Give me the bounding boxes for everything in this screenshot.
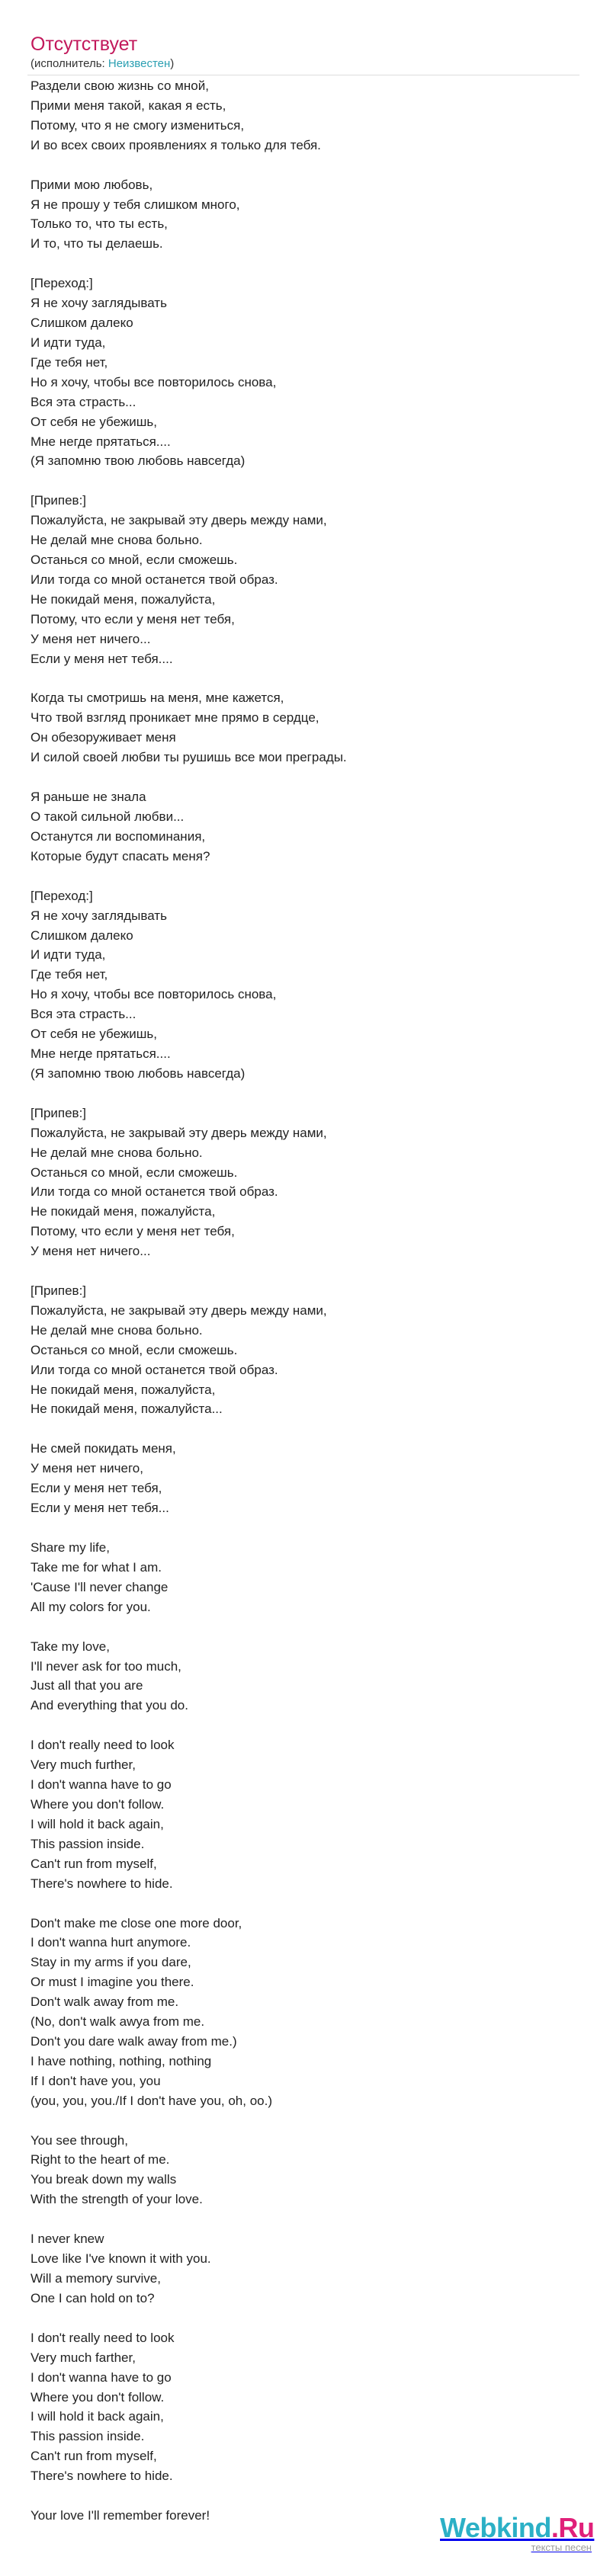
lyrics-stanza [30, 1637, 580, 1716]
lyrics-stanza [30, 1538, 580, 1617]
lyrics-stanza [30, 1914, 580, 2111]
lyric-line: Не делай мне снова больно. [30, 1145, 203, 1160]
lyrics-stanza [30, 886, 580, 1084]
lyric-line: There's nowhere to hide. [30, 2469, 173, 2484]
lyrics-stanza [30, 688, 580, 767]
logo-brand: Webkind [440, 2512, 551, 2543]
lyric-line: Где тебя нет, [30, 354, 108, 370]
lyric-line: У меня нет ничего... [30, 631, 151, 646]
lyric-line: Только то, что ты есть, [30, 216, 168, 232]
lyric-line: Если у меня нет тебя, [30, 1481, 162, 1496]
lyric-line: Слишком далеко [30, 928, 133, 943]
lyric-line: Я раньше не знала [30, 790, 146, 805]
lyric-line: Раздели свою жизнь со мной, [30, 78, 209, 93]
lyric-line: (Я запомню твою любовь навсегда) [30, 453, 246, 469]
webkind-logo[interactable] [440, 2514, 596, 2553]
lyric-line: With the strength of your love. [30, 2192, 203, 2207]
logo-subtitle: тексты песен [531, 2542, 592, 2553]
logo-tld: .Ru [551, 2512, 595, 2543]
lyric-line: I don't wanna have to go [30, 1777, 172, 1793]
lyric-line: Или тогда со мной останется твой образ. [30, 572, 278, 587]
artist-link[interactable]: Неизвестен [108, 57, 171, 70]
lyric-line: Я не хочу заглядывать [30, 908, 167, 923]
lyric-line: I don't really need to look [30, 2330, 175, 2345]
song-header [30, 34, 580, 75]
artist-prefix: (исполнитель: [30, 57, 108, 70]
lyric-line: О такой сильной любви... [30, 809, 185, 824]
lyric-line: Не покидай меня, пожалуйста, [30, 591, 216, 607]
lyric-line: Where you don't follow. [30, 1796, 165, 1812]
lyric-line: И то, что ты делаешь. [30, 236, 163, 252]
lyric-line: Потому, что я не смогу измениться, [30, 117, 245, 133]
lyric-line: Останься со мной, если сможешь. [30, 1165, 238, 1180]
lyric-line: Слишком далеко [30, 316, 133, 331]
lyric-line: Love like I've known it with you. [30, 2251, 211, 2267]
lyric-line: От себя не убежишь, [30, 414, 157, 429]
lyrics-stanza [30, 1735, 580, 1893]
lyric-line: Где тебя нет, [30, 967, 108, 982]
lyric-line: Останься со мной, если сможешь. [30, 1342, 238, 1357]
lyrics-stanza [30, 1281, 580, 1419]
lyric-line: Он обезоруживает меня [30, 730, 176, 745]
logo-wordmark [440, 2514, 596, 2542]
lyric-line: Что твой взгляд проникает мне прямо в сердце, [30, 710, 319, 726]
lyric-line: You see through, [30, 2132, 128, 2148]
lyric-line: И идти туда, [30, 947, 106, 963]
lyric-line: Прими мою любовь, [30, 177, 153, 192]
lyric-line: Пожалуйста, не закрывай эту дверь между нами, [30, 1302, 327, 1318]
lyric-line: I'll never ask for too much, [30, 1658, 181, 1674]
lyrics-stanza [30, 1104, 580, 1261]
lyric-line: И во всех своих проявлениях я только для тебя. [30, 137, 321, 152]
lyric-line: Если у меня нет тебя.... [30, 651, 173, 666]
artist-line [30, 56, 580, 72]
lyric-line: Если у меня нет тебя... [30, 1501, 169, 1516]
lyric-line: I will hold it back again, [30, 2409, 164, 2424]
lyric-line: Останутся ли воспоминания, [30, 828, 206, 844]
lyric-line: И силой своей любви ты рушишь все мои преграды. [30, 750, 347, 765]
lyrics-stanza [30, 2328, 580, 2486]
lyrics-stanza [30, 1439, 580, 1518]
lyric-line: This passion inside. [30, 1836, 145, 1851]
lyric-line: Я не прошу у тебя слишком много, [30, 197, 240, 212]
lyric-line: Но я хочу, чтобы все повторилось снова, [30, 374, 277, 389]
lyric-line: This passion inside. [30, 2429, 145, 2444]
lyric-line: There's nowhere to hide. [30, 1876, 173, 1891]
lyric-line: Don't walk away from me. [30, 1994, 179, 2010]
lyric-line: Прими меня такой, какая я есть, [30, 98, 226, 113]
lyric-line: Или тогда со мной останется твой образ. [30, 1362, 278, 1377]
lyric-line: Share my life, [30, 1540, 110, 1555]
lyric-line: Потому, что если у меня нет тебя, [30, 1224, 235, 1239]
lyric-line: I don't wanna hurt anymore. [30, 1935, 191, 1950]
lyric-line: Мне негде прятаться.... [30, 1046, 171, 1061]
lyric-line: Will a memory survive, [30, 2271, 161, 2286]
lyric-line: Very much further, [30, 1757, 136, 1773]
song-title: Отсутствует [30, 34, 138, 55]
lyric-line: У меня нет ничего... [30, 1244, 151, 1259]
lyric-line: Потому, что если у меня нет тебя, [30, 611, 235, 626]
lyrics-body [30, 76, 580, 2546]
lyric-line: And everything that you do. [30, 1698, 188, 1713]
lyric-line: [Переход:] [30, 276, 93, 291]
lyric-line: Мне негде прятаться.... [30, 434, 171, 449]
lyric-line: Can't run from myself, [30, 1856, 157, 1871]
lyric-line: I have nothing, nothing, nothing [30, 2053, 212, 2068]
lyric-line: Не покидай меня, пожалуйста, [30, 1204, 216, 1219]
lyric-line: У меня нет ничего, [30, 1461, 143, 1476]
lyric-line: [Переход:] [30, 888, 93, 903]
lyric-line: Вся эта страсть... [30, 394, 136, 409]
lyric-line: Right to the heart of me. [30, 2152, 170, 2167]
lyric-line: Пожалуйста, не закрывай эту дверь между нами, [30, 513, 327, 528]
lyric-line: Пожалуйста, не закрывай эту дверь между нами, [30, 1125, 327, 1140]
lyric-line: Которые будут спасать меня? [30, 848, 210, 863]
lyric-line: От себя не убежишь, [30, 1027, 157, 1042]
lyric-line: Don't you dare walk away from me.) [30, 2033, 237, 2049]
lyric-line: Не делай мне снова больно. [30, 1322, 203, 1338]
lyric-line: One I can hold on to? [30, 2290, 155, 2305]
lyric-line: [Припев:] [30, 1283, 87, 1299]
lyrics-stanza [30, 76, 580, 155]
lyrics-stanza [30, 175, 580, 255]
lyric-line: Stay in my arms if you dare, [30, 1955, 191, 1970]
lyric-line: (No, don't walk awya from me. [30, 2014, 205, 2030]
lyric-line: I will hold it back again, [30, 1816, 164, 1831]
lyric-line: Your love I'll remember forever! [30, 2508, 210, 2523]
lyric-line: Can't run from myself, [30, 2449, 157, 2464]
lyric-line: Не покидай меня, пожалуйста... [30, 1402, 223, 1417]
lyric-line: [Припев:] [30, 1105, 87, 1120]
lyric-line: Don't make me close one more door, [30, 1915, 242, 1930]
lyric-line: Very much farther, [30, 2350, 136, 2365]
lyric-line: I never knew [30, 2232, 104, 2247]
lyric-line: Не делай мне снова больно. [30, 533, 203, 548]
artist-suffix: ) [170, 57, 175, 70]
lyric-line: (you, you, you./If I don't have you, oh, oo.) [30, 2093, 272, 2108]
lyrics-stanza [30, 2131, 580, 2210]
lyric-line: Останься со мной, если сможешь. [30, 553, 238, 568]
lyric-line: Or must I imagine you there. [30, 1975, 194, 1990]
lyric-line: Take my love, [30, 1639, 110, 1654]
lyrics-stanza [30, 2229, 580, 2308]
lyric-line: Вся эта страсть... [30, 1007, 136, 1022]
lyric-line: Я не хочу заглядывать [30, 296, 167, 311]
lyric-line: 'Cause I'll never change [30, 1579, 169, 1594]
lyric-line: All my colors for you. [30, 1599, 151, 1614]
lyric-line: Where you don't follow. [30, 2389, 165, 2405]
lyric-line: Или тогда со мной останется твой образ. [30, 1184, 278, 1200]
lyric-line: You break down my walls [30, 2172, 177, 2187]
lyric-line: Не покидай меня, пожалуйста, [30, 1382, 216, 1397]
lyrics-stanza [30, 787, 580, 867]
lyric-line: Но я хочу, чтобы все повторилось снова, [30, 987, 277, 1002]
lyric-line: Take me for what I am. [30, 1559, 162, 1575]
lyric-line: Just all that you are [30, 1678, 143, 1693]
lyrics-stanza [30, 491, 580, 668]
lyric-line: I don't wanna have to go [30, 2369, 172, 2385]
lyric-line: Когда ты смотришь на меня, мне кажется, [30, 690, 284, 706]
lyric-line: [Припев:] [30, 493, 87, 508]
lyric-line: (Я запомню твою любовь навсегда) [30, 1065, 246, 1081]
lyric-line: I don't really need to look [30, 1738, 175, 1753]
lyric-line: If I don't have you, you [30, 2073, 161, 2088]
lyric-line: И идти туда, [30, 335, 106, 350]
lyric-line: Не смей покидать меня, [30, 1441, 176, 1456]
lyrics-stanza [30, 274, 580, 471]
